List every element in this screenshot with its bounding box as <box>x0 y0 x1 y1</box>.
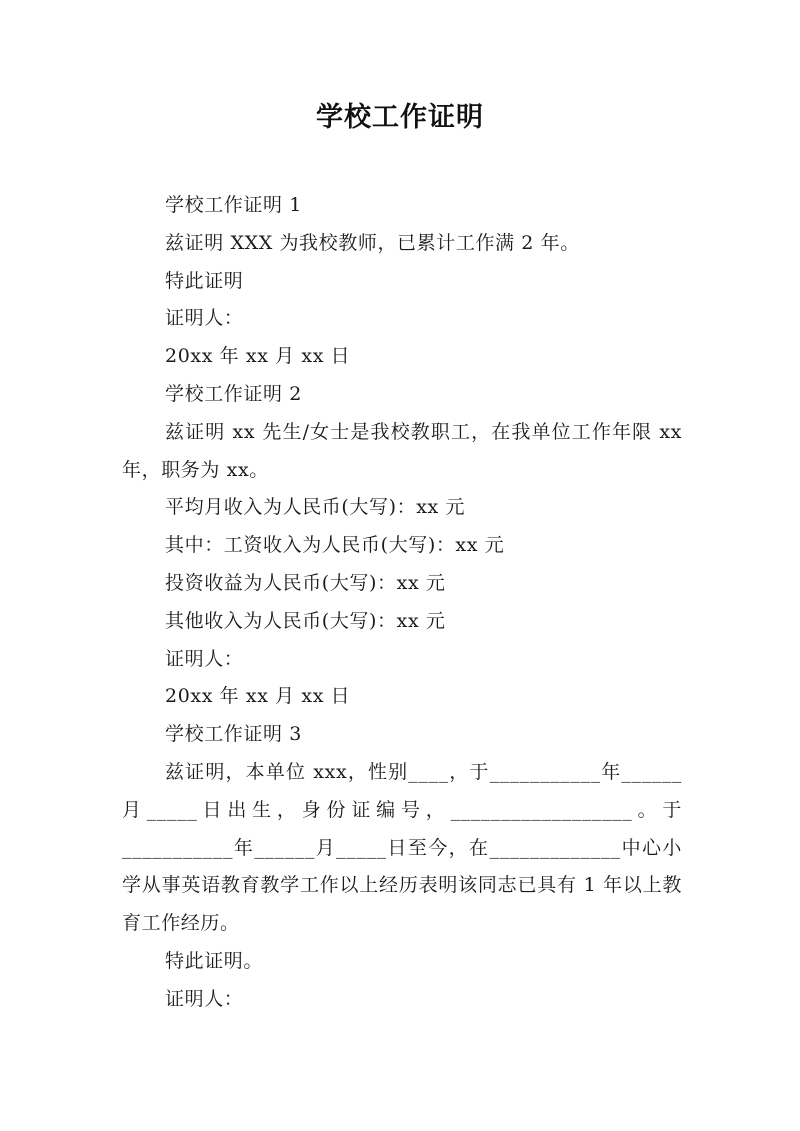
certificate-3-certifier: 证明人： <box>165 987 244 1010</box>
certificate-1-date: 20xx 年 xx 月 xx 日 <box>165 345 351 368</box>
certificate-2-salary-income: 其中：工资收入为人民币(大写)：xx 元 <box>165 534 505 557</box>
certificate-2-date: 20xx 年 xx 月 xx 日 <box>165 685 351 708</box>
certificate-3-statement: 兹证明，本单位 xxx，性别____，于___________年______月_____日出生，身份证编号，__________________。于___________年______月_____日至今，在_____________中心小学从事英语教育教学工作以上经历表明该同志已具有 1 年以上教育工作经历。 <box>122 760 682 935</box>
document-title: 学校工作证明 <box>316 102 484 133</box>
certificate-1-certifier: 证明人： <box>165 307 244 330</box>
document-body <box>122 187 682 1019</box>
certificate-2-certifier: 证明人： <box>165 647 244 670</box>
certificate-2-monthly-income: 平均月收入为人民币(大写)：xx 元 <box>165 496 466 519</box>
section-heading-2: 学校工作证明 2 <box>165 382 302 405</box>
certificate-1-statement: 兹证明 XXX 为我校教师，已累计工作满 2 年。 <box>165 231 580 254</box>
certificate-2-investment-income: 投资收益为人民币(大写)：xx 元 <box>165 571 446 594</box>
certificate-2-other-income: 其他收入为人民币(大写)：xx 元 <box>165 609 446 632</box>
certificate-2-statement: 兹证明 xx 先生/女士是我校教职工，在我单位工作年限 xx 年，职务为 xx。 <box>122 420 682 481</box>
certificate-3-closing: 特此证明。 <box>165 949 264 972</box>
section-heading-3: 学校工作证明 3 <box>165 723 302 746</box>
section-heading-1: 学校工作证明 1 <box>165 194 302 216</box>
certificate-1-closing: 特此证明 <box>165 269 244 292</box>
